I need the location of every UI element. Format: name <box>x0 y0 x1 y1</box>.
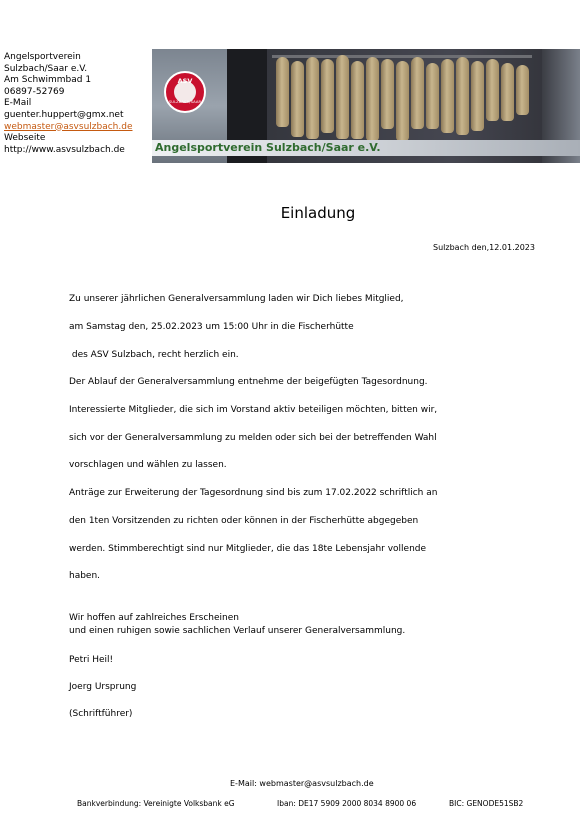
webmaster-email-link[interactable]: webmaster@asvsulzbach.de <box>4 121 133 132</box>
sender-line: 06897-52769 <box>4 86 65 97</box>
smoked-fish <box>426 63 439 129</box>
body-line: sich vor der Generalversammlung zu melden oder sich bei der betreffenden Wahl <box>69 433 437 443</box>
smoked-fish <box>471 61 484 131</box>
sender-line: Am Schwimmbad 1 <box>4 75 92 86</box>
body-line: haben. <box>69 571 101 581</box>
signer-role: (Schriftführer) <box>69 709 133 719</box>
closing-line: Wir hoffen auf zahlreiches Erscheinen <box>69 613 239 623</box>
body-line: werden. Stimmberechtigt sind nur Mitglieder, die das 18te Lebensjahr vollende <box>69 544 427 554</box>
body-line: vorschlagen und wählen zu lassen. <box>69 460 227 470</box>
sender-address-block <box>4 52 133 156</box>
header-banner-photo <box>152 49 580 163</box>
document-heading: Einladung <box>280 204 356 222</box>
website-label: Webseite <box>4 133 46 144</box>
smoked-fish <box>486 59 499 121</box>
signer-name: Joerg Ursprung <box>69 682 137 692</box>
club-logo-subtext: SULZBACH/SAAR <box>168 99 202 104</box>
body-line: Anträge zur Erweiterung der Tagesordnung sind bis zum 17.02.2022 schriftlich an <box>69 488 438 498</box>
smoked-fish <box>381 59 394 129</box>
footer-email: E-Mail: webmaster@asvsulzbach.de <box>230 779 374 788</box>
closing-line: und einen ruhigen sowie sachlichen Verlauf unserer Generalversammlung. <box>69 626 406 636</box>
smoked-fish <box>501 63 514 121</box>
sender-line: E-Mail <box>4 98 32 109</box>
body-line: Interessierte Mitglieder, die sich im Vorstand aktiv beteiligen möchten, bitten wir, <box>69 405 438 415</box>
body-line: Der Ablauf der Generalversammlung entnehme der beigefügten Tagesordnung. <box>69 377 428 387</box>
smoked-fish <box>276 57 289 127</box>
banner-title: Angelsportverein Sulzbach/Saar e.V. <box>155 141 381 154</box>
club-logo-text: ASV <box>177 77 193 85</box>
smoked-fish <box>336 55 349 139</box>
body-line: den 1ten Vorsitzenden zu richten oder können in der Fischerhütte abgegeben <box>69 516 419 526</box>
body-line: am Samstag den, 25.02.2023 um 15:00 Uhr in die Fischerhütte <box>69 322 354 332</box>
smoked-fish <box>396 61 409 141</box>
smoked-fish <box>516 65 529 115</box>
smoked-fish <box>366 57 379 141</box>
smoked-fish <box>441 59 454 133</box>
smoked-fish <box>351 61 364 139</box>
club-logo <box>164 71 206 113</box>
smoked-fish <box>411 57 424 129</box>
date-line: Sulzbach den,12.01.2023 <box>433 243 535 252</box>
smoked-fish <box>291 61 304 137</box>
smoked-fish <box>321 59 334 133</box>
body-line: des ASV Sulzbach, recht herzlich ein. <box>69 350 239 360</box>
smoked-fish <box>456 57 469 135</box>
sender-line: Angelsportverein <box>4 52 81 62</box>
body-line: Zu unserer jährlichen Generalversammlung laden wir Dich liebes Mitglied, <box>69 294 404 304</box>
smoked-fish <box>306 57 319 139</box>
sender-line: Sulzbach/Saar e.V. <box>4 63 88 74</box>
footer-bank: Bankverbindung: Vereinigte Volksbank eG <box>77 799 235 808</box>
footer-iban: Iban: DE17 5909 2000 8034 8900 06 <box>277 799 417 808</box>
website-url[interactable]: http://www.asvsulzbach.de <box>4 144 125 155</box>
sender-line: guenter.huppert@gmx.net <box>4 109 124 120</box>
closing-greeting: Petri Heil! <box>69 655 114 665</box>
footer-bic: BIC: GENODE51SB2 <box>449 799 524 808</box>
